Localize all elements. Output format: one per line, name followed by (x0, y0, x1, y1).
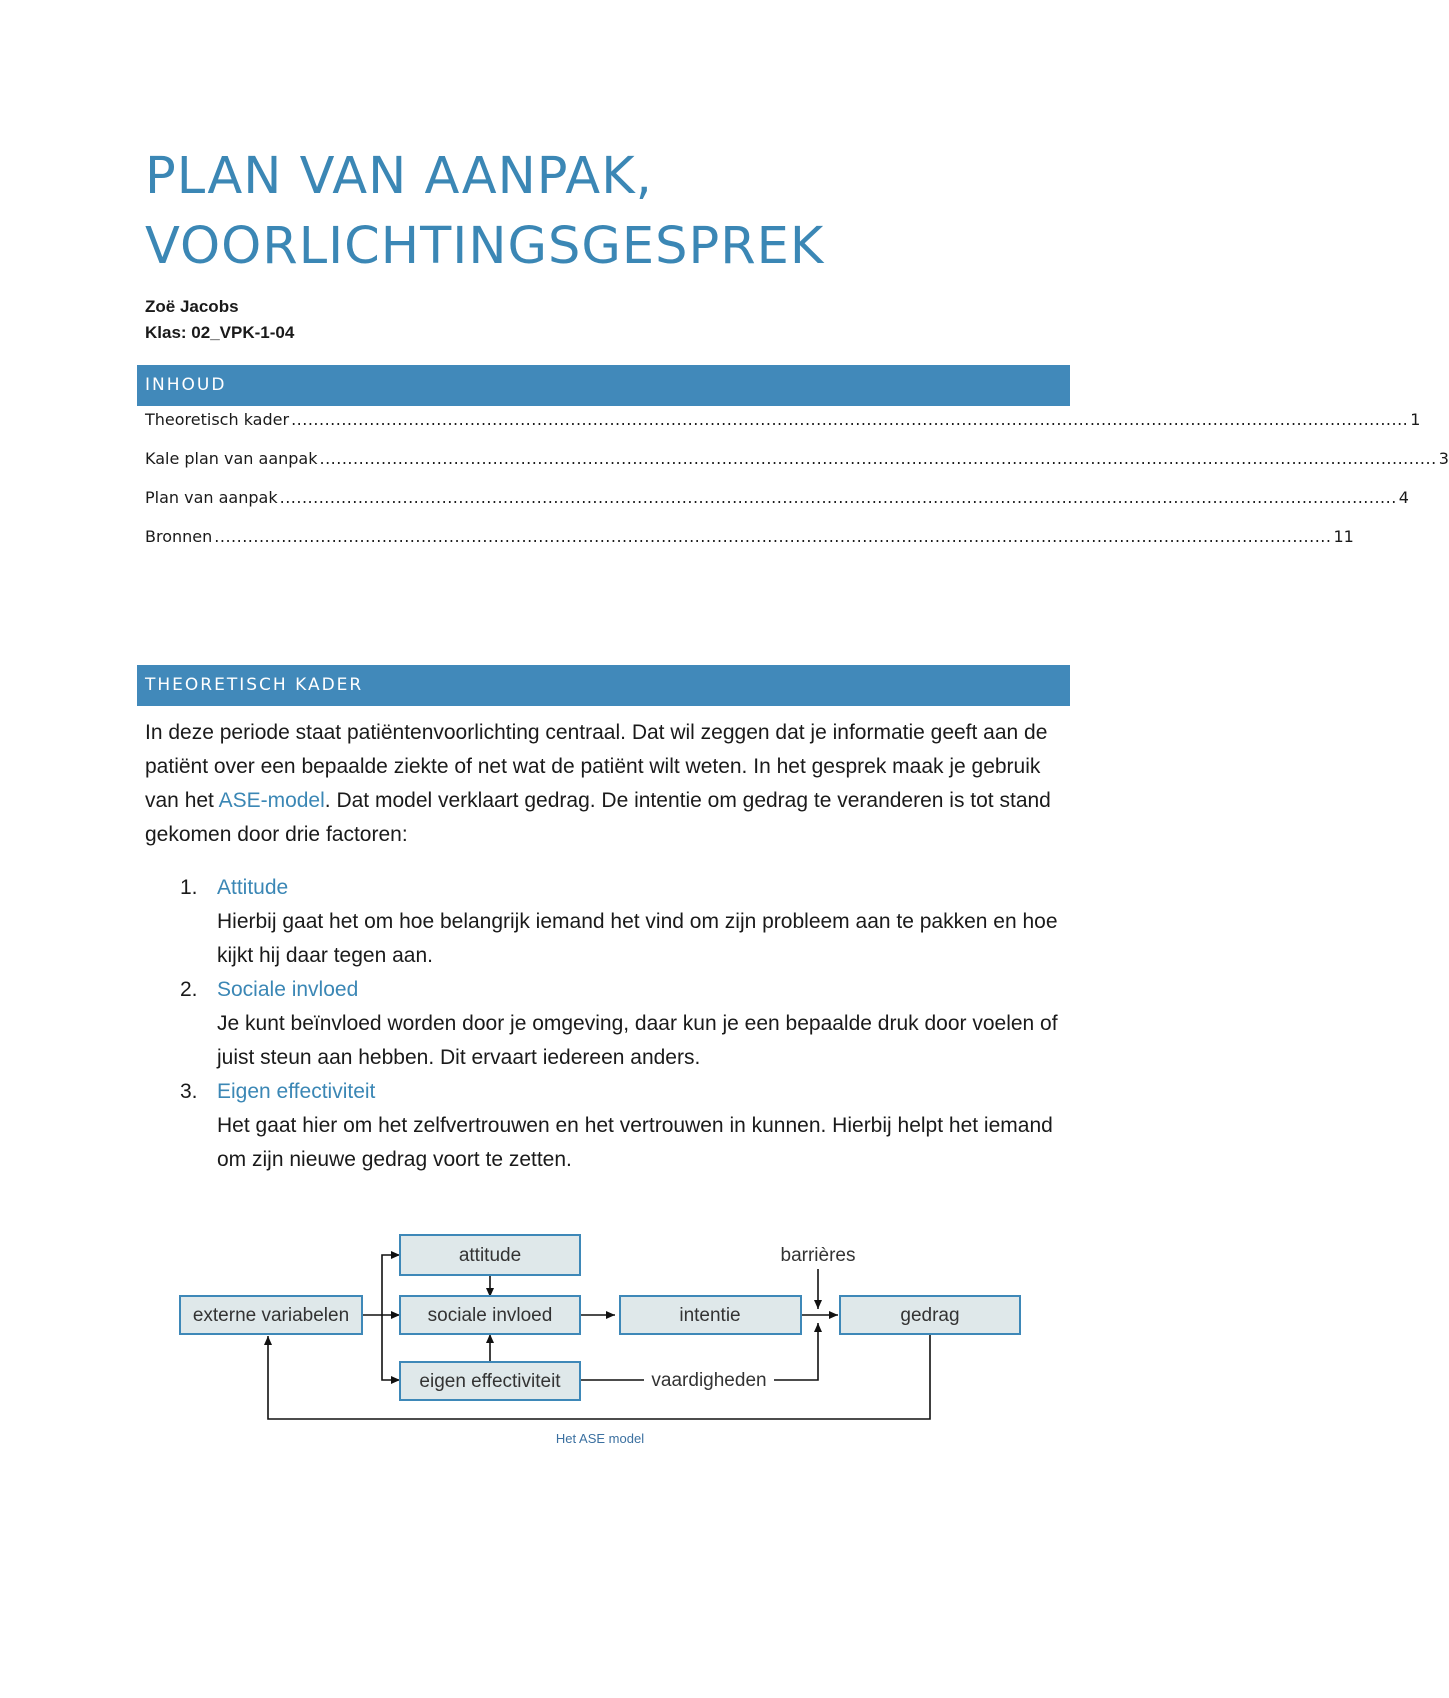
box-intentie (620, 1296, 801, 1334)
box-sociale-invloed (400, 1296, 580, 1334)
toc-item-bronnen[interactable] (145, 525, 1354, 564)
toc-item-kale-plan-van-aanpak[interactable] (145, 447, 1449, 486)
factor-item-sociale-invloed (180, 973, 1060, 1075)
toc-leader-dots: ........................................................................................................................................................................................................ (319, 449, 1437, 468)
author-class: Klas: 02_VPK-1-04 (145, 323, 295, 342)
box-attitude-label: attitude (458, 1245, 522, 1266)
box-attitude (400, 1235, 580, 1275)
factor-description: Je kunt beïnvloed worden door je omgeving, daar kun je een bepaalde druk door voelen of juist steun aan hebben. Dit ervaart iedereen anders. (217, 1012, 1058, 1069)
box-externe-variabelen-label: externe variabelen (192, 1305, 350, 1326)
arrow-feedback-loop (268, 1334, 930, 1419)
toc-leader-dots: ........................................................................................................................................................................................................ (291, 410, 1409, 429)
toc-item-label: Theoretisch kader (145, 410, 290, 429)
toc-leader-dots: ........................................................................................................................................................................................................ (279, 488, 1397, 507)
toc-item-page: 1 (1410, 410, 1421, 429)
box-intentie-label: intentie (679, 1305, 741, 1326)
factor-description: Het gaat hier om het zelfvertrouwen en het vertrouwen in kunnen. Hierbij helpt het iemand om zijn nieuwe gedrag voort te zetten. (217, 1114, 1053, 1171)
box-gedrag-label: gedrag (900, 1305, 960, 1326)
factor-title[interactable]: Attitude (217, 876, 289, 899)
toc-item-label: Kale plan van aanpak (145, 449, 318, 468)
ase-model-diagram (170, 1225, 1050, 1455)
theoretisch-kader-header: THEORETISCH KADER (137, 665, 1070, 706)
author-name: Zoë Jacobs (145, 297, 239, 316)
box-externe-variabelen (180, 1296, 362, 1334)
box-gedrag (840, 1296, 1020, 1334)
ase-model-link[interactable]: ASE-model (218, 789, 325, 812)
intro-paragraph (145, 716, 1065, 852)
toc-item-theoretisch-kader[interactable] (145, 408, 1421, 447)
intro-text-before: In deze periode staat patiëntenvoorlichting centraal. Dat wil zeggen dat je informatie geeft aan de patiënt over een bepaalde ziekte of net wat de patiënt wilt weten. In het gesprek maak je gebruik van het (145, 721, 1048, 812)
toc-header: INHOUD (137, 365, 1070, 406)
box-eigen-effectiviteit-label: eigen effectiviteit (419, 1371, 561, 1392)
diagram-connectors (268, 1255, 930, 1419)
document-title (145, 142, 1125, 282)
arrow-externe-to-eigen (382, 1315, 400, 1380)
label-vaardigheden: vaardigheden (651, 1370, 767, 1391)
toc-item-page: 11 (1333, 527, 1354, 546)
arrow-externe-to-attitude (382, 1255, 400, 1315)
factor-number: 1. (180, 876, 198, 899)
box-sociale-invloed-label: sociale invloed (427, 1305, 553, 1326)
toc-item-label: Bronnen (145, 527, 213, 546)
factor-list (180, 871, 1060, 1177)
toc-item-plan-van-aanpak[interactable] (145, 486, 1409, 525)
intro-text-after: . Dat model verklaart gedrag. De intentie om gedrag te veranderen is tot stand gekomen door drie factoren: (145, 789, 1051, 846)
document-title-line-1: PLAN VAN AANPAK, (145, 147, 653, 206)
factor-number: 3. (180, 1080, 198, 1103)
factor-title[interactable]: Sociale invloed (217, 978, 359, 1001)
factor-number: 2. (180, 978, 198, 1001)
toc-item-page: 4 (1398, 488, 1409, 507)
diagram-caption: Het ASE model (555, 1431, 645, 1446)
factor-item-eigen-effectiviteit (180, 1075, 1060, 1177)
factor-description: Hierbij gaat het om hoe belangrijk iemand het vind om zijn probleem aan te pakken en hoe kijkt hij daar tegen aan. (217, 910, 1058, 967)
toc-item-page: 3 (1438, 449, 1449, 468)
toc-item-label: Plan van aanpak (145, 488, 278, 507)
table-of-contents (145, 408, 1449, 564)
label-barrieres: barrières (780, 1245, 856, 1266)
author-block (145, 294, 294, 346)
factor-title[interactable]: Eigen effectiviteit (217, 1080, 376, 1103)
box-eigen-effectiviteit (400, 1362, 580, 1400)
factor-item-attitude (180, 871, 1060, 973)
document-title-line-2: VOORLICHTINGSGESPREK (145, 217, 825, 276)
toc-leader-dots: ........................................................................................................................................................................................................ (214, 527, 1332, 546)
